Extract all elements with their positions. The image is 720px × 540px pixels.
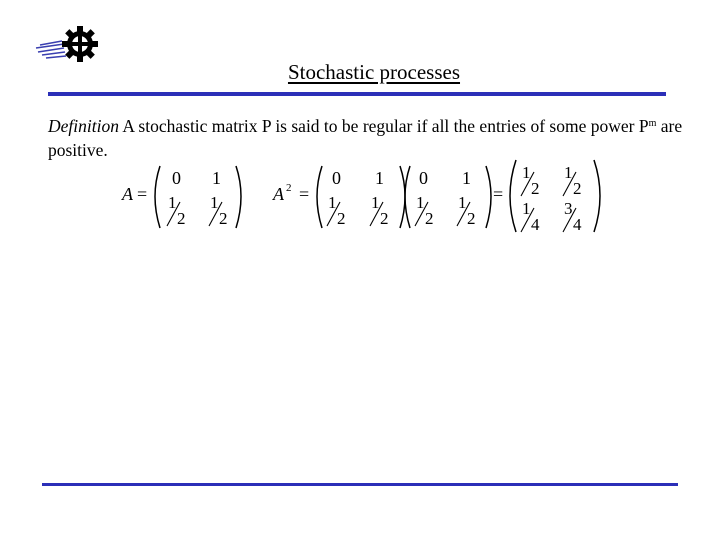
svg-text:2: 2	[425, 209, 434, 228]
definition-text: A stochastic matrix P is said to be regular if all the entries of some power P	[118, 116, 649, 136]
equals-3: =	[493, 184, 504, 204]
svg-text:1: 1	[375, 168, 384, 188]
definition-superscript: m	[648, 118, 657, 129]
matrix-a	[155, 166, 241, 228]
svg-text:1: 1	[458, 193, 467, 212]
definition-lead: Definition	[48, 116, 119, 136]
svg-text:0: 0	[332, 168, 341, 188]
svg-text:2: 2	[177, 209, 186, 228]
matrix-result	[510, 160, 600, 234]
definition-text-end: are positive.	[48, 116, 683, 160]
matrix-equation	[112, 158, 612, 234]
definition-paragraph	[48, 112, 688, 162]
matrix-a-left-factor	[317, 166, 405, 228]
svg-text:2: 2	[573, 179, 582, 198]
svg-text:1: 1	[371, 193, 380, 212]
lhs-exponent: 2	[286, 182, 292, 194]
matrix-a-cell: 0	[172, 168, 181, 188]
svg-text:2: 2	[531, 179, 540, 198]
equals-2: =	[299, 184, 310, 204]
svg-text:4: 4	[573, 215, 582, 234]
svg-text:1: 1	[416, 193, 425, 212]
equals-1: =	[137, 184, 148, 204]
svg-text:1: 1	[210, 193, 219, 212]
svg-text:4: 4	[531, 215, 540, 234]
svg-text:1: 1	[564, 163, 573, 182]
svg-text:2: 2	[337, 209, 346, 228]
title-divider	[48, 92, 666, 96]
matrix-a-cell: 1	[212, 168, 221, 188]
svg-text:1: 1	[522, 163, 531, 182]
matrix-a-right-factor	[405, 166, 491, 228]
lhs-a: A	[122, 184, 133, 204]
slide-title: Stochastic processes	[287, 60, 461, 84]
svg-text:0: 0	[419, 168, 428, 188]
svg-text:3: 3	[564, 199, 573, 218]
svg-text:2: 2	[467, 209, 476, 228]
svg-text:2: 2	[219, 209, 228, 228]
svg-text:2: 2	[380, 209, 389, 228]
matrix-a-cell-half	[167, 193, 186, 228]
footer-divider	[42, 483, 678, 486]
lhs-a-squared: A	[273, 184, 284, 204]
matrix-a-cell-half	[209, 193, 228, 228]
svg-text:1: 1	[168, 193, 177, 212]
svg-text:1: 1	[328, 193, 337, 212]
svg-text:1: 1	[522, 199, 531, 218]
svg-text:1: 1	[462, 168, 471, 188]
